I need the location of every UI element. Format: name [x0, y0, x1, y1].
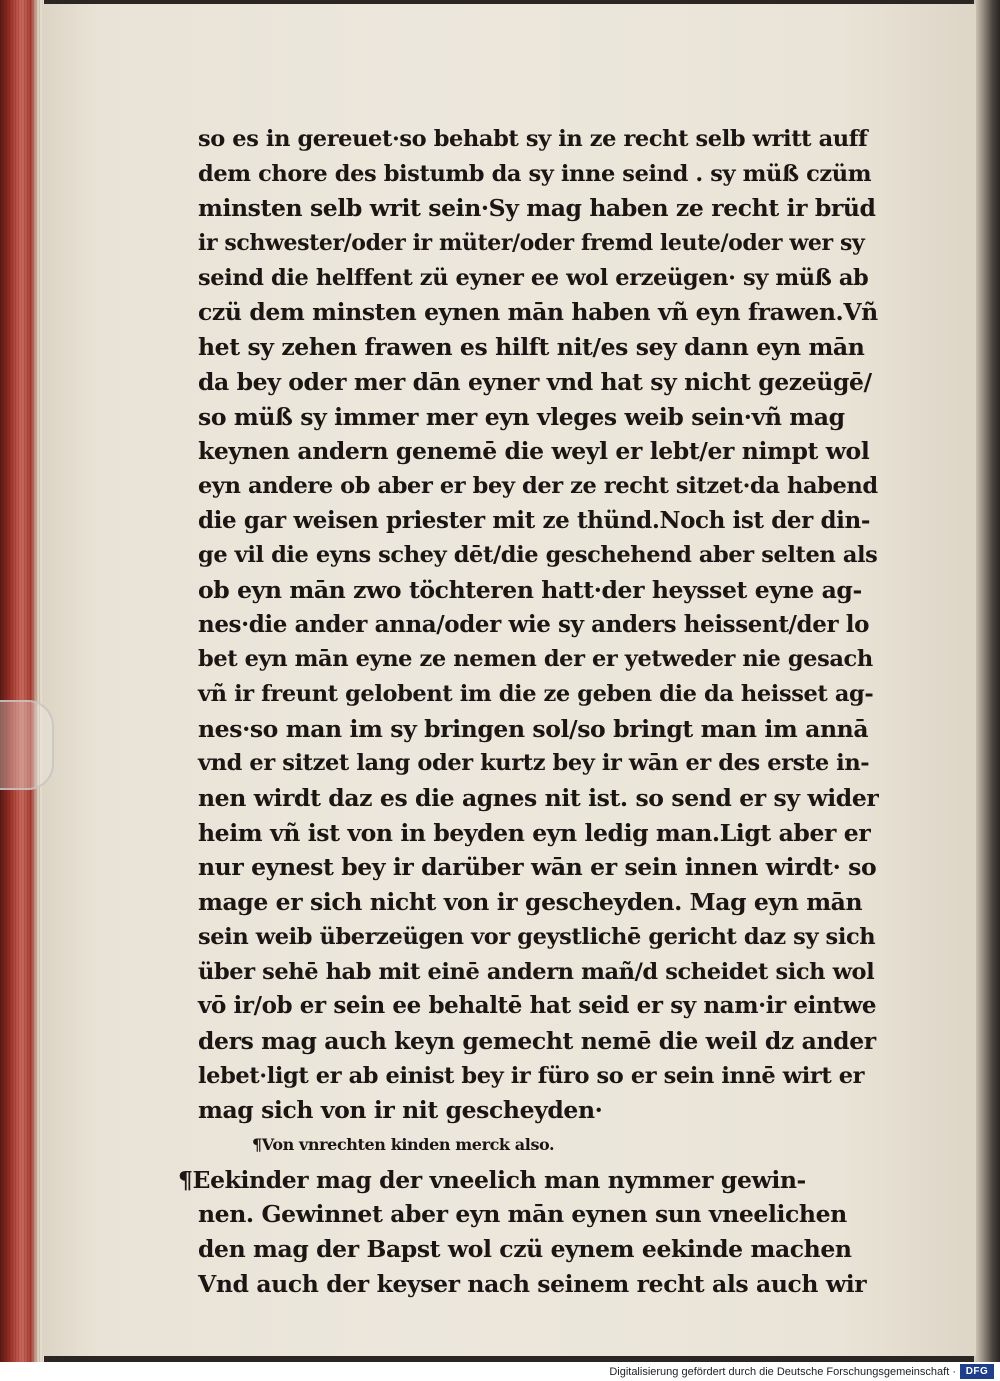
text-line: ir schwester/oder ir müter/oder fremd leute/oder wer sy — [198, 230, 865, 257]
text-line: heim vñ ist von in beyden eyn ledig man.Ligt aber er — [198, 818, 871, 847]
text-line: nes·die ander anna/oder wie sy anders heissent/der lo — [198, 610, 870, 638]
text-line: sein weib überzeügen vor geystlichē gericht daz sy sich — [198, 923, 876, 950]
text-line: nen wirdt daz es die agnes nit ist. so send er sy wider — [198, 784, 879, 813]
text-line: so müß sy immer mer eyn vleges weib sein·vñ mag — [198, 402, 845, 431]
text-line: minsten selb writ sein·Sy mag haben ze recht ir brüd — [198, 194, 876, 223]
dfg-logo: DFG — [960, 1364, 994, 1379]
text-line: bet eyn mān eyne ze nemen der er yetweder nie gesach — [198, 646, 873, 673]
text-line: ders mag auch keyn gemecht nemē die weil dz ander — [198, 1026, 876, 1055]
section-heading: ¶Von vnrechten kinden merck also. — [252, 1134, 555, 1154]
text-line: den mag der Bapst wol czü eynem eekinde machen — [198, 1235, 852, 1263]
red-page-edges — [0, 0, 44, 1362]
text-line: het sy zehen frawen es hilft nit/es sey dann eyn mān — [198, 333, 865, 362]
text-line: ob eyn mān zwo töchteren hatt·der heysset eyne ag- — [198, 575, 862, 604]
text-line: da bey oder mer dān eyner vnd hat sy nicht gezeügē/ — [198, 367, 872, 396]
text-line: nen. Gewinnet aber eyn mān eynen sun vneelichen — [198, 1200, 847, 1229]
page-clip — [0, 700, 54, 790]
book-cover-edge — [974, 0, 1000, 1362]
text-line: dem chore des bistumb da sy inne seind . sy müß czüm — [198, 160, 872, 187]
text-line: nes·so man im sy bringen sol/so bringt man im annā — [198, 714, 869, 743]
text-line: über sehē hab mit einē andern mañ/d scheidet sich wol — [198, 958, 875, 985]
text-line: keynen andern genemē die weyl er lebt/er nimpt wol — [198, 437, 870, 466]
text-line: vñ ir freunt gelobent im die ze geben die da heisset ag- — [198, 681, 874, 707]
text-line: ge vil die eyns schey dēt/die geschehend aber selten als — [198, 542, 878, 569]
text-line: czü dem minsten eynen mān haben vñ eyn frawen.Vñ — [198, 298, 878, 327]
text-line: mag sich von ir nit gescheyden· — [198, 1096, 603, 1125]
text-line: so es in gereuet·so behabt sy in ze recht selb writt auff — [198, 126, 868, 152]
text-line: vnd er sitzet lang oder kurtz bey ir wān er des erste in- — [198, 750, 870, 777]
text-line: vō ir/ob er sein ee behaltē hat seid er sy nam·ir eintwe — [198, 992, 877, 1020]
page-text — [178, 122, 879, 1301]
text-line: seind die helffent zü eyner ee wol erzeügen· sy müß ab — [198, 264, 869, 291]
text-line: eyn andere ob aber er bey der ze recht sitzet·da habend — [198, 472, 878, 499]
text-line: lebet·ligt er ab einist bey ir füro so er sein innē wirt er — [198, 1062, 865, 1089]
text-line: Vnd auch der keyser nach seinem recht als auch wir — [198, 1269, 867, 1298]
text-line: ¶Eekinder mag der vneelich man nymmer gewin- — [178, 1165, 806, 1194]
funding-credit: Digitalisierung gefördert durch die Deutsche Forschungsgemeinschaft · — [609, 1366, 956, 1378]
text-line: die gar weisen priester mit ze thünd.Noch ist der din- — [198, 506, 870, 534]
text-line: mage er sich nicht von ir gescheyden. Mag eyn mān — [198, 888, 863, 917]
text-line: nur eynest bey ir darüber wān er sein innen wirdt· so — [198, 853, 877, 882]
